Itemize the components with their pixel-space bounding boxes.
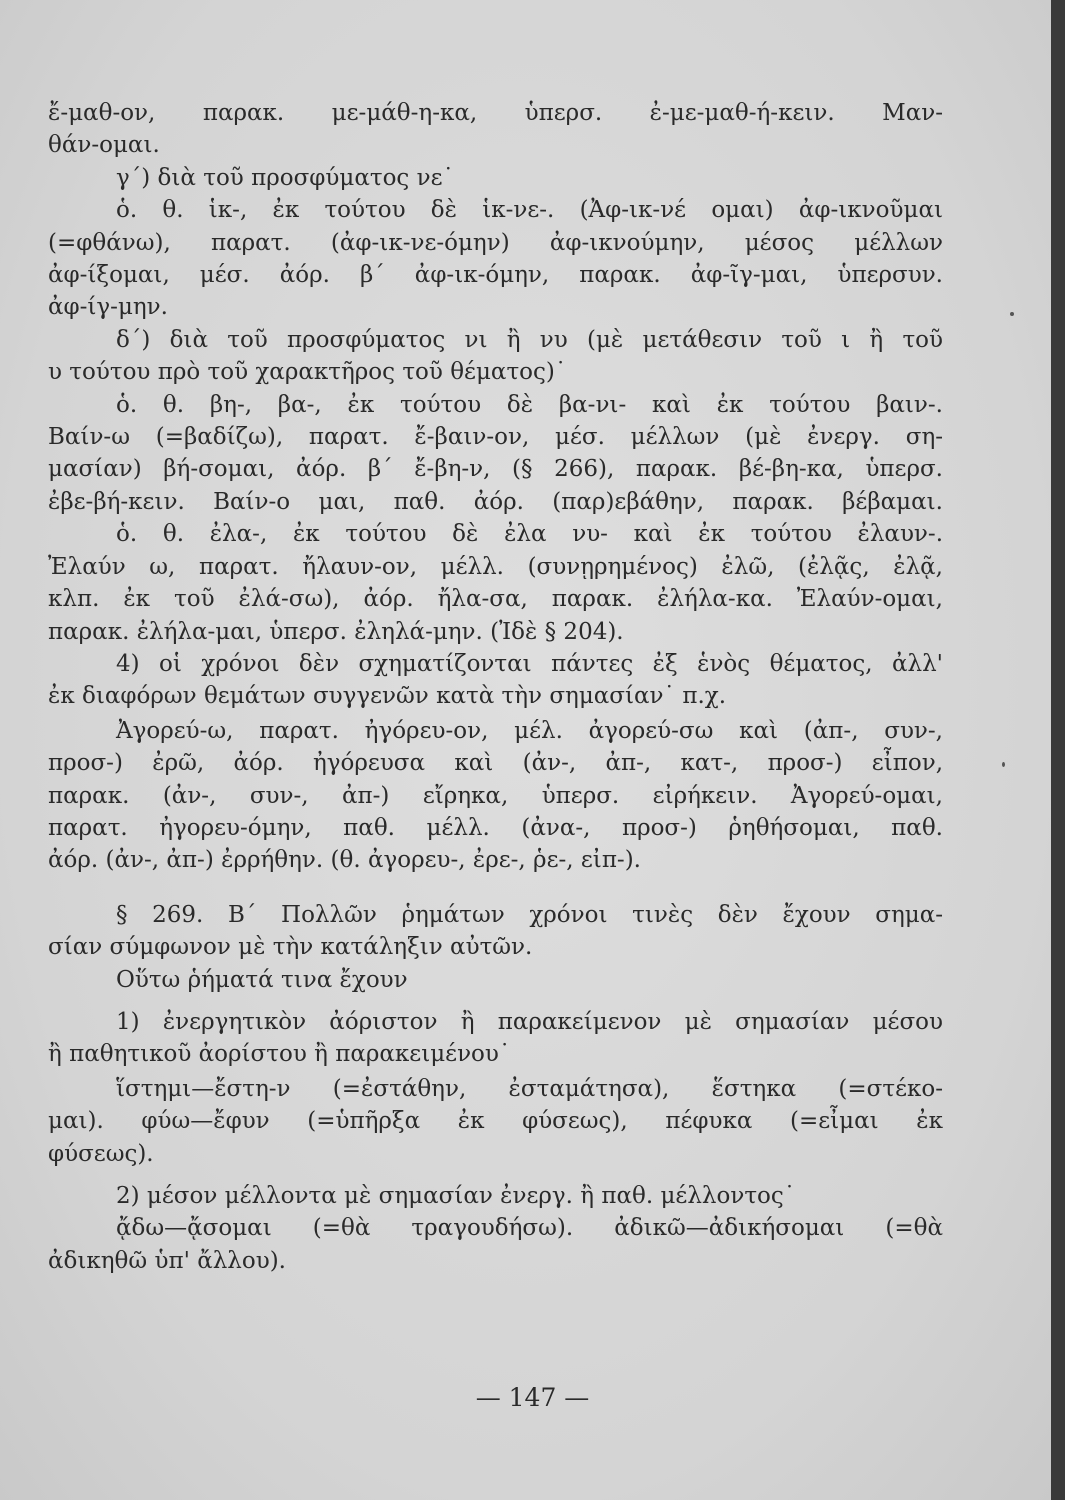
text-line: δ΄) διὰ τοῦ προσφύματος νι ἢ νυ (μὲ μετάθεσιν τοῦ ι ἢ τοῦ <box>116 326 943 353</box>
text-line: φύσεως). <box>48 1140 154 1167</box>
text-line: ὁ. θ. ἐλα-, ἐκ τούτου δὲ ἐλα νυ- καὶ ἐκ τούτου ἐλαυν-. <box>116 521 943 548</box>
page-number: — 147 — <box>475 1383 590 1412</box>
text-line: παρατ. ἠγορευ-όμην, παθ. μέλλ. (ἀνα-, προσ-) ῥηθήσομαι, παθ. <box>48 814 943 841</box>
text-line: ἀφ-ίγ-μην. <box>48 294 168 321</box>
text-line: ἵστημι—ἔστη-ν (=ἐστάθην, ἐσταμάτησα), ἕστηκα (=στέκο- <box>116 1075 943 1102</box>
text-line: ἐβε-βή-κειν. Βαίν-ο μαι, παθ. ἀόρ. (παρ)εβάθην, παρακ. βέβαμαι. <box>48 488 943 515</box>
paper-speck <box>1010 312 1014 316</box>
text-line: Οὕτω ῥήματά τινα ἔχουν <box>116 966 408 993</box>
text-line: ὁ. θ. ἱκ-, ἐκ τούτου δὲ ἱκ-νε-. (Ἀφ-ικ-νέ ομαι) ἀφ-ικνοῦμαι <box>116 197 943 224</box>
text-line: ἀόρ. (ἀν-, ἀπ-) ἐρρήθην. (θ. ἀγορευ-, ἐρε-, ῥε-, εἰπ-). <box>48 847 641 874</box>
text-line: γ΄) διὰ τοῦ προσφύματος νε˙ <box>116 164 455 191</box>
text-line: σίαν σύμφωνον μὲ τὴν κατάληξιν αὐτῶν. <box>48 934 533 961</box>
text-line: ἢ παθητικοῦ ἀορίστου ἢ παρακειμένου˙ <box>48 1041 511 1068</box>
text-line: προσ-) ἐρῶ, ἀόρ. ἠγόρευσα καὶ (ἀν-, ἀπ-, κατ-, προσ-) εἶπον, <box>48 750 943 777</box>
text-line: ἀδικηθῶ ὑπ' ἄλλου). <box>48 1247 286 1274</box>
text-line: υ τούτου πρὸ τοῦ χαρακτῆρος τοῦ θέματος)˙ <box>48 359 567 386</box>
text-line: 4) οἱ χρόνοι δὲν σχηματίζονται πάντες ἐξ ἑνὸς θέματος, ἀλλ' <box>116 650 943 677</box>
text-line: παρακ. ἐλήλα-μαι, ὑπερσ. ἐληλά-μην. (Ἰδὲ § 204). <box>48 618 624 645</box>
text-line: κλπ. ἐκ τοῦ ἐλά-σω), ἀόρ. ἤλα-σα, παρακ. ἐλήλα-κα. Ἐλαύν-ομαι, <box>48 586 943 613</box>
text-line: ἀφ-ίξομαι, μέσ. ἀόρ. β΄ ἀφ-ικ-όμην, παρακ. ἀφ-ῖγ-μαι, ὑπερσυν. <box>48 262 943 289</box>
text-line: Ἀγορεύ-ω, παρατ. ἠγόρευ-ον, μέλ. ἀγορεύ-σω καὶ (ἀπ-, συν-, <box>116 717 943 744</box>
text-line: 1) ἐνεργητικὸν ἀόριστον ἢ παρακείμενον μὲ σημασίαν μέσου <box>116 1008 943 1035</box>
text-line: ᾄδω—ᾄσομαι (=θὰ τραγουδήσω). ἀδικῶ—ἀδικήσομαι (=θὰ <box>116 1215 943 1242</box>
text-line: θάν-ομαι. <box>48 132 160 159</box>
text-line: μαι). φύω—ἔφυν (=ὑπῆρξα ἐκ φύσεως), πέφυκα (=εἶμαι ἐκ <box>48 1108 943 1135</box>
text-line: ἐκ διαφόρων θεμάτων συγγενῶν κατὰ τὴν σημασίαν˙ π.χ. <box>48 683 727 710</box>
text-line: Βαίν-ω (=βαδίζω), παρατ. ἔ-βαιν-ον, μέσ. μέλλων (μὲ ἐνεργ. ση- <box>48 424 943 451</box>
text-line: παρακ. (ἀν-, συν-, ἀπ-) εἴρηκα, ὑπερσ. εἰρήκειν. Ἀγορεύ-ομαι, <box>48 782 943 809</box>
text-line: μασίαν) βή-σομαι, ἀόρ. β΄ ἔ-βη-ν, (§ 266), παρακ. βέ-βη-κα, ὑπερσ. <box>48 456 943 483</box>
paper-speck <box>1002 762 1005 767</box>
text-line: ὁ. θ. βη-, βα-, ἐκ τούτου δὲ βα-νι- καὶ ἐκ τούτου βαιν-. <box>116 391 943 418</box>
text-line: 2) μέσον μέλλοντα μὲ σημασίαν ἐνεργ. ἢ παθ. μέλλοντος˙ <box>116 1183 796 1209</box>
section-heading-line: § 269. Β΄ Πολλῶν ῥημάτων χρόνοι τινὲς δὲν ἔχουν σημα- <box>116 901 943 928</box>
text-line: (=φθάνω), παρατ. (ἀφ-ικ-νε-όμην) ἀφ-ικνούμην, μέσος μέλλων <box>48 229 943 256</box>
text-line: ἔ-μαθ-ον, παρακ. με-μάθ-η-κα, ὑπερσ. ἐ-με-μαθ-ή-κειν. Μαν- <box>48 100 943 126</box>
body-text <box>48 97 943 1277</box>
text-line: Ἐλαύν ω, παρατ. ἤλαυν-ον, μέλλ. (συνῃρημένος) ἐλῶ, (ἐλᾷς, ἐλᾷ, <box>48 553 943 580</box>
